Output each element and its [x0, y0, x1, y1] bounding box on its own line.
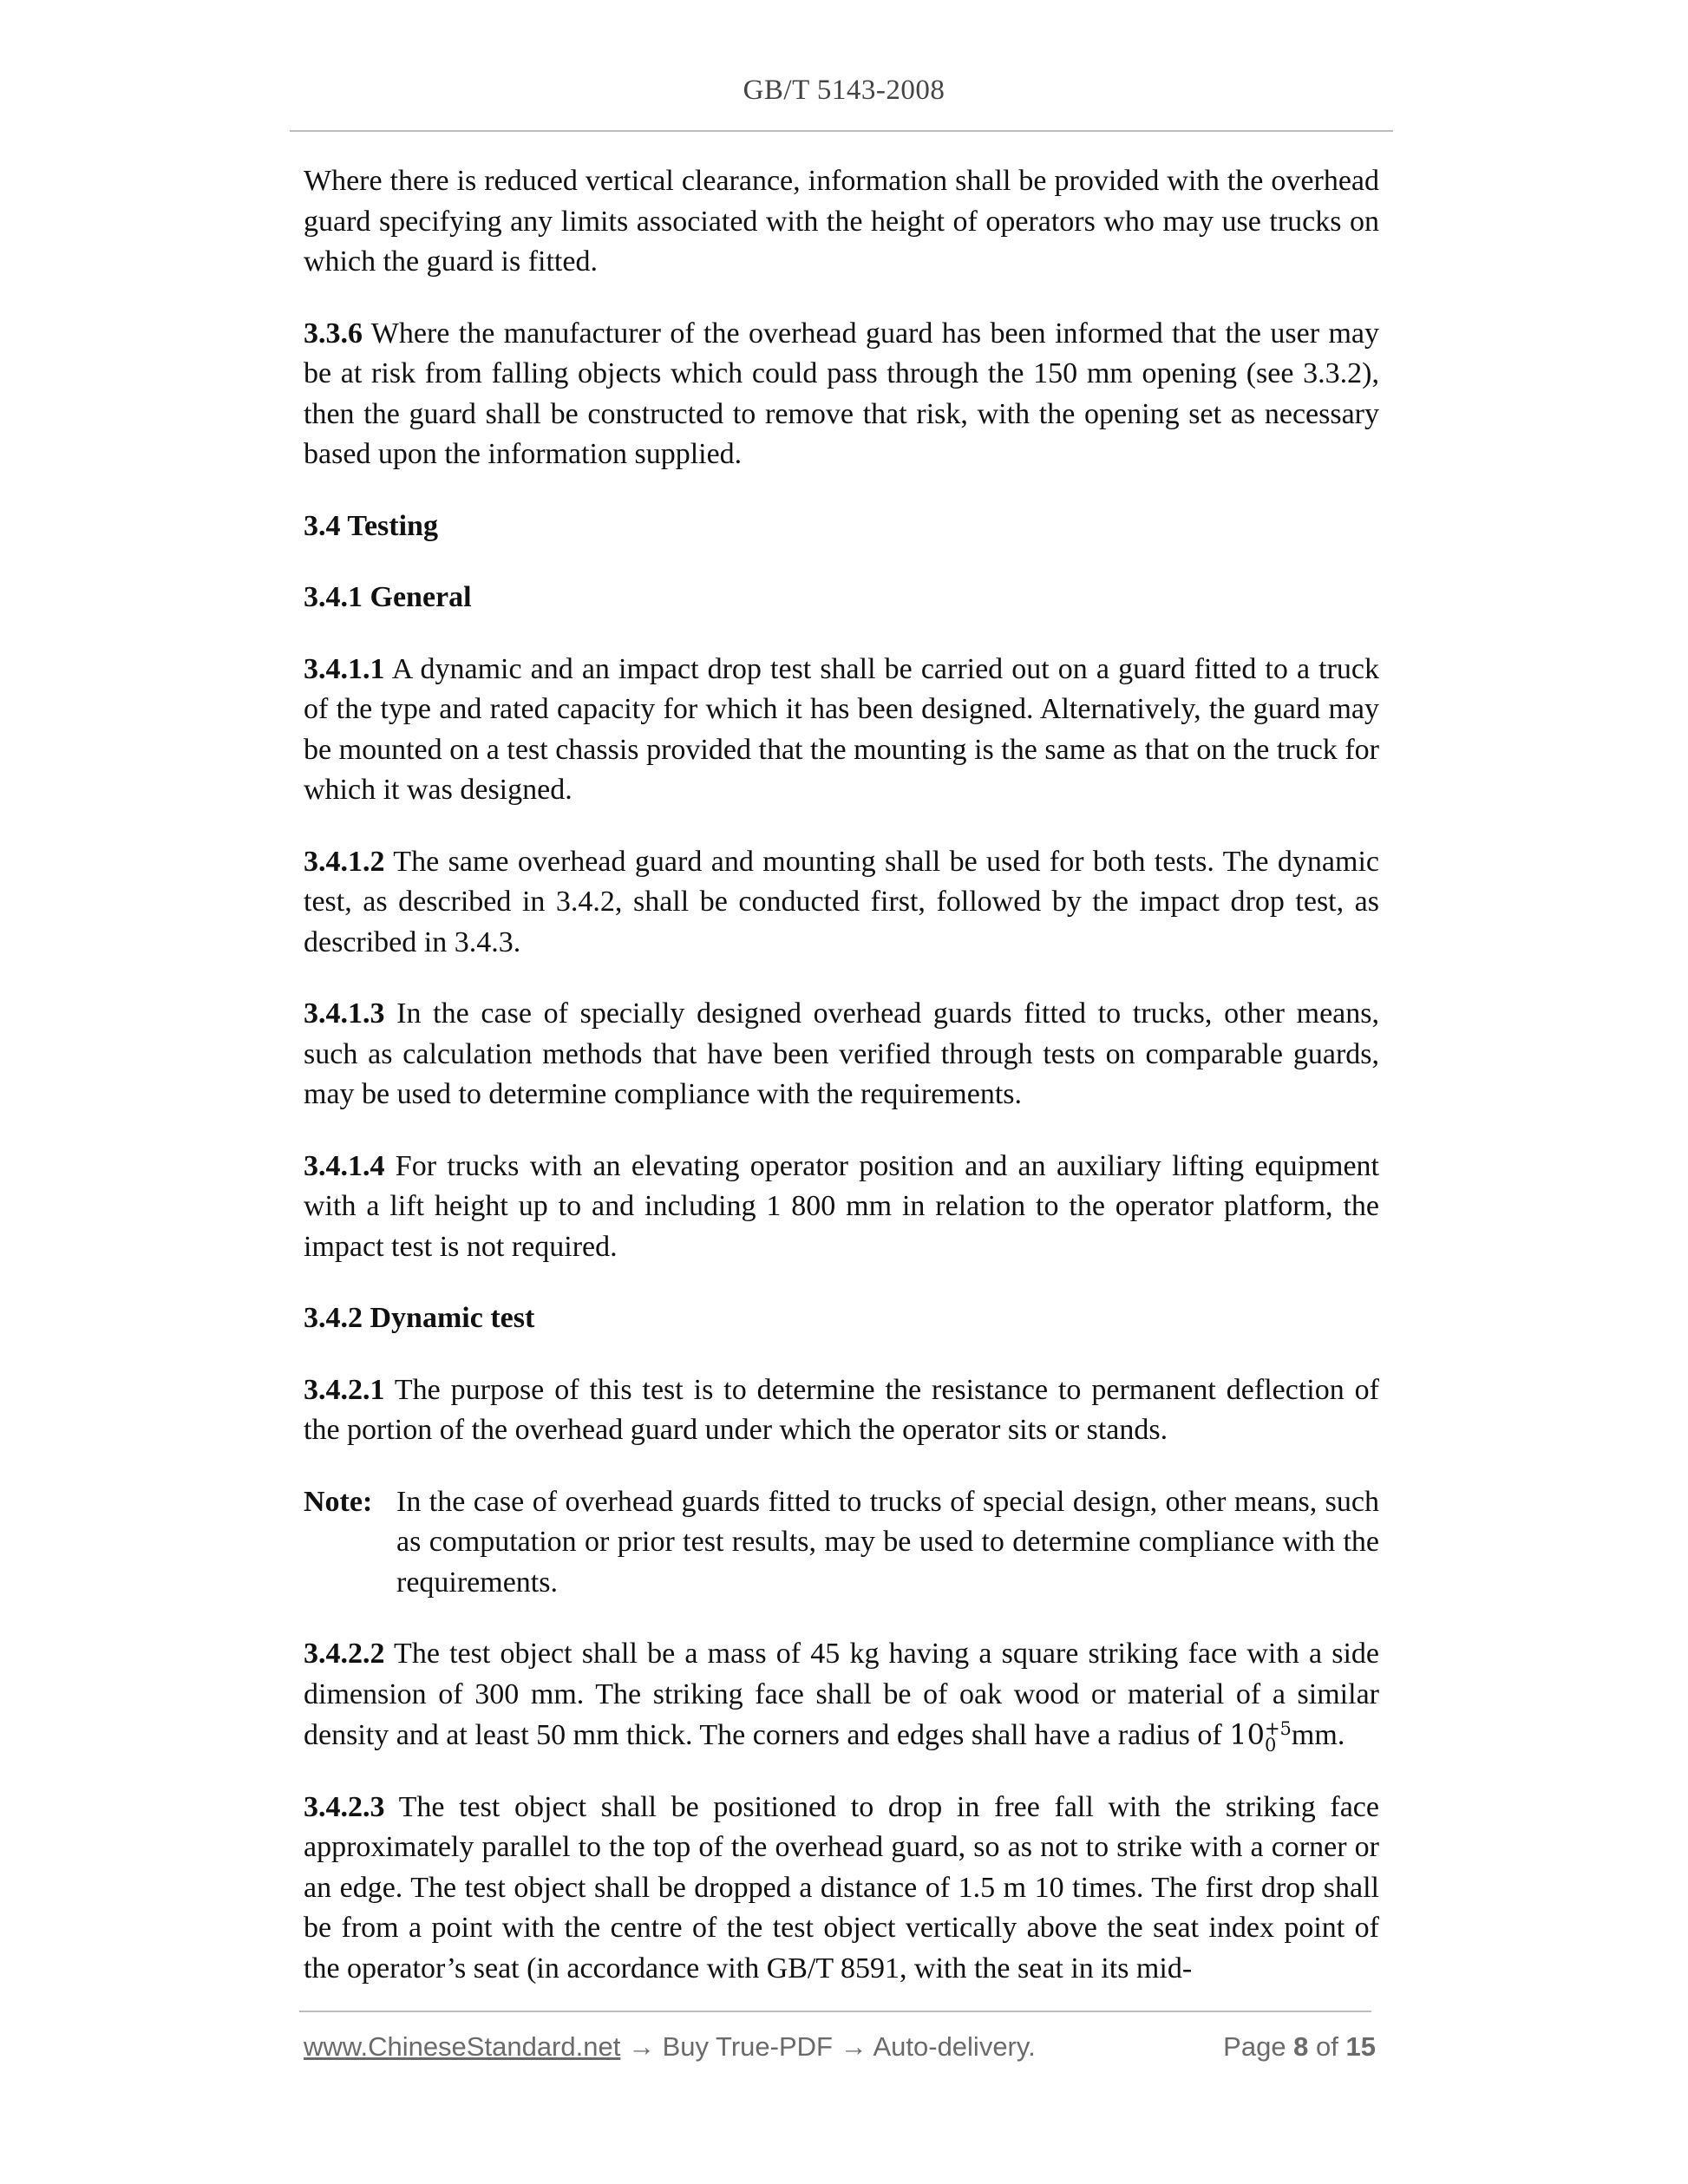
radius-upper: +5 [1264, 1717, 1292, 1739]
radius-tolerance-scripts [1264, 1717, 1292, 1756]
section-heading-general: 3.4.1 General [304, 581, 472, 613]
arrow-icon: → [620, 2031, 663, 2062]
radius-unit: mm. [1291, 1719, 1345, 1751]
clause-number: 3.4.2.2 [304, 1638, 385, 1670]
clause-3-3-6 [304, 314, 1379, 475]
note-text: In the case of overhead guards fitted to trucks of special design, other means, such as computation or prior test results, may be used to determine compliance with the requirements. [396, 1485, 1379, 1599]
section-heading-testing: 3.4 Testing [304, 509, 438, 542]
radius-lower: 0 [1264, 1734, 1277, 1756]
clause-number: 3.4.1.4 [304, 1149, 385, 1182]
clause-text: In the case of specially designed overhead guards fitted to trucks, other means, such as calculation methods that have been verified through tests on comparable guards, may be used to determine compliance with the requirements. [304, 997, 1379, 1110]
arrow-icon: → [832, 2031, 873, 2062]
auto-delivery-text: Auto-delivery. [873, 2031, 1036, 2062]
page-label: Page [1223, 2031, 1294, 2062]
radius-base: 10 [1229, 1718, 1265, 1751]
chinesestandard-link[interactable]: www.ChineseStandard.net [304, 2031, 621, 2062]
clause-3-4-1-3 [304, 994, 1379, 1115]
clause-3-4-1-2 [304, 842, 1379, 964]
clause-text: For trucks with an elevating operator position and an auxiliary lifting equipment with a lift height up to and including 1 800 mm in relation to the operator platform, the impact test is not required. [304, 1149, 1379, 1263]
note-label: Note: [304, 1485, 373, 1518]
clause-number: 3.4.2.1 [304, 1373, 385, 1406]
of-label: of [1308, 2031, 1346, 2062]
clause-text: The purpose of this test is to determine the resistance to permanent deflection of the portion of the overhead guard under which the operator sits or stands. [304, 1373, 1379, 1446]
clause-text: The test object shall be a mass of 45 kg having a square striking face with a side dimension of 300 mm. The striking face shall be of oak wood or material of a similar density and at least 50 mm thick. The corners and edges shall have a radius of [304, 1638, 1379, 1751]
clause-3-4-2-1 [304, 1370, 1379, 1451]
radius-tolerance [1229, 1717, 1292, 1756]
page-number: 8 [1293, 2031, 1309, 2062]
clause-number: 3.4.1.1 [304, 652, 385, 685]
clause-text: Where the manufacturer of the overhead guard has been informed that the user may be at risk from falling objects which could pass through the 150 mm opening (see 3.3.2), then the guard shall be constructed to remove that risk, with the opening set as necessary based upon the information supplied. [304, 317, 1379, 470]
clause-number: 3.4.1.3 [304, 997, 385, 1030]
document-body [304, 161, 1379, 1989]
footer-links [304, 2031, 1036, 2063]
clause-number: 3.4.1.2 [304, 845, 385, 878]
header-divider [290, 130, 1393, 132]
page-total: 15 [1345, 2031, 1376, 2062]
clause-3-4-2-3 [304, 1788, 1379, 1990]
buy-true-pdf-text: Buy True-PDF [662, 2031, 833, 2062]
footer-divider [299, 2011, 1371, 2012]
paragraph-text: Where there is reduced vertical clearance, information shall be provided with the overhead guard specifying any limits associated with the height of operators who may use trucks on which the guard is fitted. [304, 165, 1379, 278]
clause-number: 3.3.6 [304, 317, 363, 350]
clause-3-4-1-4 [304, 1147, 1379, 1268]
clause-text: A dynamic and an impact drop test shall be carried out on a guard fitted to a truck of the type and rated capacity for which it has been designed. Alternatively, the guard may be mounted on a test chassis provided that the mounting is the same as that on the truck for which it was designed. [304, 652, 1379, 806]
clause-text: The same overhead guard and mounting shall be used for both tests. The dynamic test, as described in 3.4.2, shall be conducted first, followed by the impact drop test, as described in 3.4.3. [304, 845, 1379, 958]
note-block [304, 1482, 1379, 1604]
clause-3-4-1-1 [304, 650, 1379, 811]
clause-text: The test object shall be positioned to drop in free fall with the striking face approximately parallel to the top of the overhead guard, so as not to strike with a corner or an edge. The test object shall be dropped a distance of 1.5 m 10 times. The first drop shall be from a point with the centre of the test object vertically above the seat index point of the operator’s seat (in accordance with GB/T 8591, with the seat in its mid- [304, 1790, 1379, 1985]
section-heading-dynamic-test: 3.4.2 Dynamic test [304, 1302, 535, 1334]
document-header-title: GB/T 5143-2008 [743, 75, 945, 106]
page-indicator [1223, 2031, 1376, 2063]
paragraph-clearance [304, 161, 1379, 283]
clause-3-4-2-2 [304, 1634, 1379, 1756]
clause-number: 3.4.2.3 [304, 1790, 385, 1823]
